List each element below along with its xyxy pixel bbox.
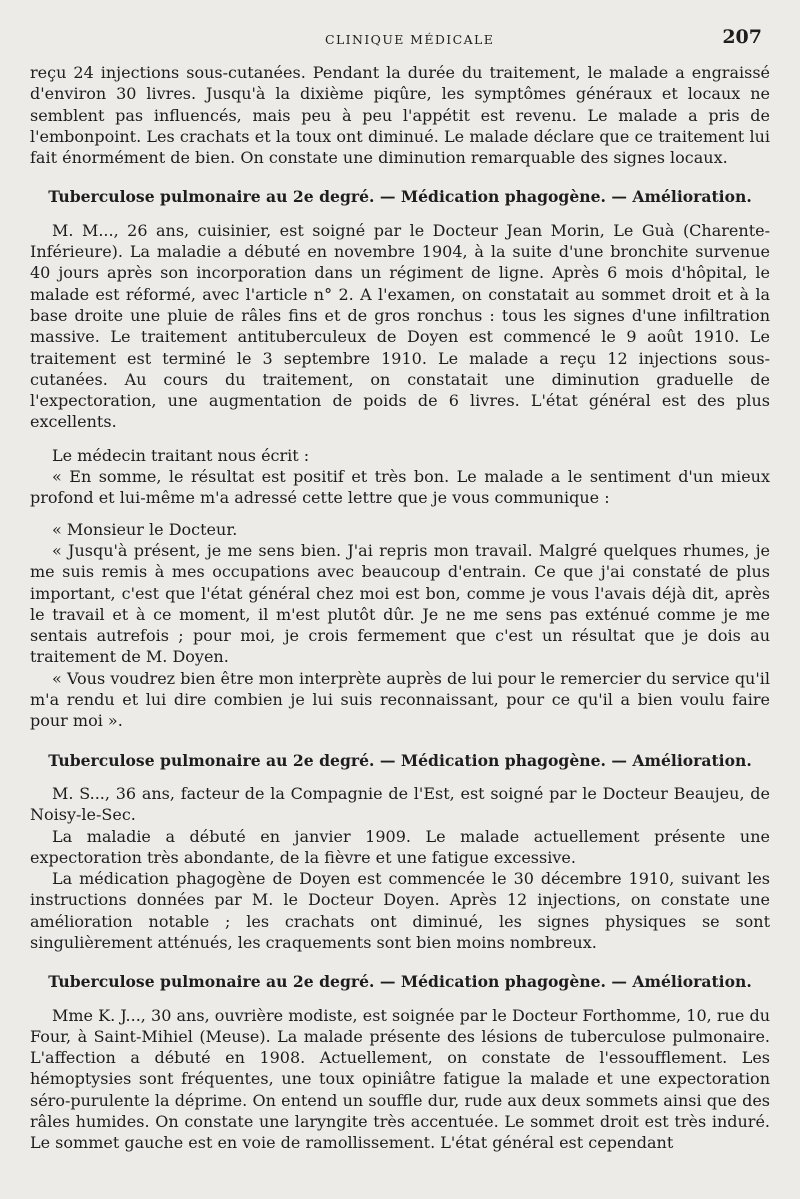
letter-intro-line: « En somme, le résultat est positif et très bon. Le malade a le sentiment d'un mieux profond et lui-même m'a adressé cette lettre que je vous communique : xyxy=(30,467,770,508)
case-paragraph: Mme K. J..., 30 ans, ouvrière modiste, est soignée par le Docteur Forthomme, 10, rue du Four, à Saint-Mihiel (Meuse). La malade présente des lésions de tuberculose pulmonaire. L'affection a débuté en 1908. Actuellement, on constate de l'essoufflement. Les hémoptysies sont fréquentes, une toux opiniâtre fatigue la malade et une expectoration séro-purulente la déprime. On entend un souffle dur, rude aux deux sommets ainsi que des râles humides. On constate une laryngite très accentuée. Le sommet droit est très induré. Le sommet gauche est en voie de ramollissement. L'état général est cependant xyxy=(30,1005,770,1153)
case-paragraph: M. S..., 36 ans, facteur de la Compagnie de l'Est, est soigné par le Docteur Beaujeu, de Noisy-le-Sec. xyxy=(30,783,770,825)
case-heading: Tuberculose pulmonaire au 2e degré. — Médication phagogène. — Amélioration. xyxy=(48,972,752,992)
running-head xyxy=(0,26,800,56)
intro-paragraph: reçu 24 injections sous-cutanées. Pendant la durée du traitement, le malade a engraissé d'environ 30 livres. Jusqu'à la dixième piqûre, les symptômes généraux et locaux ne semblent pas influencés, mais peu à peu l'appétit est revenu. Le malade a pris de l'embonpoint. Les crachats et la toux ont diminué. Le malade déclare que ce traitement lui fait énormément de bien. On constate une diminution remarquable des signes locaux. xyxy=(30,63,770,168)
letter-salutation: « Monsieur le Docteur. xyxy=(52,519,238,539)
case-paragraph: M. M..., 26 ans, cuisinier, est soigné par le Docteur Jean Morin, Le Guà (Charente-Inférieure). La maladie a débuté en novembre 1904, à la suite d'une bronchite survenue 40 jours après son incorporation dans un régiment de ligne. Après 6 mois d'hôpital, le malade est réformé, avec l'article n° 2. A l'examen, on constatait au sommet droit et à la base droite une pluie de râles fins et de gros ronchus : tous les signes d'une infiltration massive. Le traitement antituberculeux de Doyen est commencé le 9 août 1910. Le traitement est terminé le 3 septembre 1910. Le malade a reçu 12 injections sous-cutanées. Au cours du traitement, on constatait une diminution graduelle de l'expectoration, une augmentation de poids de 6 livres. L'état général est des plus excellents. xyxy=(30,220,770,432)
letter-intro-line: Le médecin traitant nous écrit : xyxy=(52,445,310,465)
case-paragraph: La maladie a débuté en janvier 1909. Le malade actuellement présente une expectoration très abondante, de la fièvre et une fatigue excessive. xyxy=(30,826,770,867)
case-heading: Tuberculose pulmonaire au 2e degré. — Médication phagogène. — Amélioration. xyxy=(48,750,752,770)
body-text xyxy=(30,62,770,1154)
running-title: CLINIQUE MÉDICALE xyxy=(325,32,495,47)
case-heading: Tuberculose pulmonaire au 2e degré. — Médication phagogène. — Amélioration. xyxy=(48,187,752,207)
letter-paragraph: « Vous voudrez bien être mon interprète auprès de lui pour le remercier du service qu'il m'a rendu et lui dire combien je lui suis reconnaissant, pour ce qu'il a bien voulu faire pour moi ». xyxy=(30,668,770,731)
case-paragraph: La médication phagogène de Doyen est commencée le 30 décembre 1910, suivant les instructions données par M. le Docteur Doyen. Après 12 injections, on constate une amélioration notable ; les crachats ont diminué, les signes physiques se sont singulièrement atténués, les craquements sont bien moins nombreux. xyxy=(30,869,770,952)
page-number: 207 xyxy=(722,26,762,48)
letter-paragraph: « Jusqu'à présent, je me sens bien. J'ai repris mon travail. Malgré quelques rhumes, je me suis remis à mes occupations avec beaucoup d'entrain. Ce que j'ai constaté de plus important, c'est que l'état général chez moi est bon, comme je vous l'avais déjà dit, après le travail et à ce moment, il m'est plutôt dûr. Je ne me sens pas exténué comme je me sentais autrefois ; pour moi, je crois fermement que c'est un résultat que je dois au traitement de M. Doyen. xyxy=(30,540,770,667)
